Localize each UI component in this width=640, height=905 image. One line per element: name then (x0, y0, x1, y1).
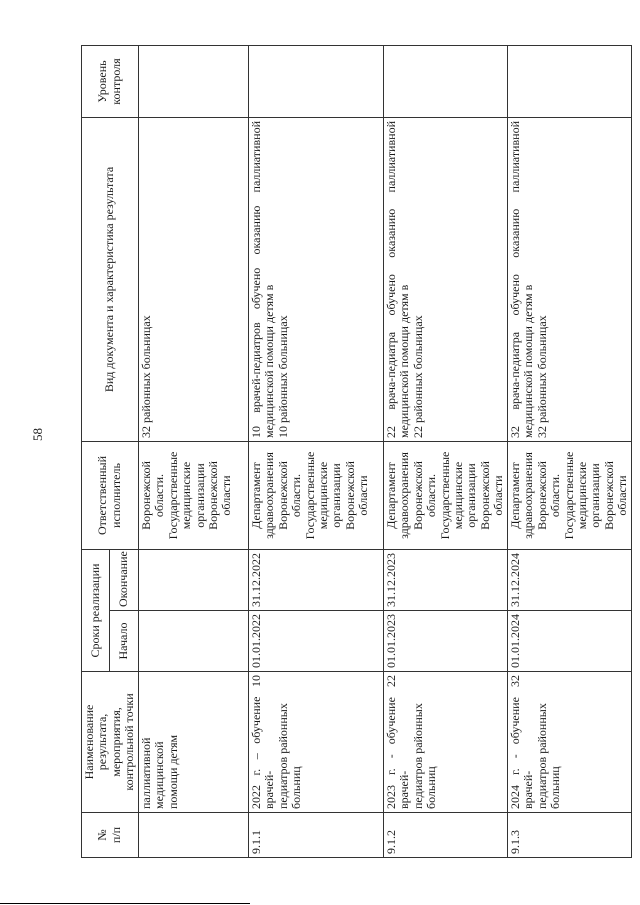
rotated-table-wrapper (81, 46, 630, 858)
row-doc (138, 118, 248, 442)
row-name-line2: помощи детям (165, 734, 180, 809)
row-name (138, 672, 248, 813)
row-control (248, 46, 383, 118)
row-control (507, 46, 631, 118)
header-num: № п/п (82, 813, 139, 858)
row-doc-tail: 32 районных больницах (138, 315, 153, 438)
row-end (138, 550, 248, 611)
row-doc-tail: 22 районных больницах (410, 315, 425, 438)
row-doc-text: 32 врача-педиатра обучено оказанию паллиативной медицинской помощи детям в (507, 121, 536, 438)
table-row (138, 46, 248, 858)
row-start: 01.01.2024 (507, 611, 631, 672)
row-doc (507, 118, 631, 442)
row-doc-tail: 10 районных больницах (275, 315, 290, 438)
row-name-line1: 2024 г. - обучение 32 врачей- (507, 675, 536, 809)
table-row (383, 46, 507, 858)
header-executor: Ответственный исполнитель (82, 442, 139, 550)
row-name-line2: педиатров районных больниц (275, 703, 304, 809)
row-start: 01.01.2022 (248, 611, 383, 672)
row-end: 31.12.2023 (383, 550, 507, 611)
row-end: 31.12.2022 (248, 550, 383, 611)
row-doc (383, 118, 507, 442)
row-doc-text: 22 врача-педиатра обучено оказанию паллиативной медицинской помощи детям в (383, 121, 412, 438)
row-name (383, 672, 507, 813)
header-control: Уровень контроля (82, 46, 139, 118)
row-executor: Воронежской области. Государственные медицинские организации Воронежской области (138, 442, 248, 550)
row-control (383, 46, 507, 118)
row-name-line1: паллиативной медицинской (138, 737, 167, 809)
footer-rule (0, 903, 250, 904)
row-executor: Департамент здравоохранения Воронежской области. Государственные медицинские организации Воронежской области (507, 442, 631, 550)
row-executor: Департамент здравоохранения Воронежской области. Государственные медицинские организации Воронежской области (248, 442, 383, 550)
row-start: 01.01.2023 (383, 611, 507, 672)
row-start (138, 611, 248, 672)
page-number: 58 (30, 428, 45, 441)
row-name-line2: педиатров районных больниц (410, 703, 439, 809)
row-name-line1: 2022 г. – обучение 10 врачей- (248, 675, 277, 809)
row-control (138, 46, 248, 118)
header-start: Начало (110, 611, 138, 672)
header-name: Наименование результата, мероприятия, контрольной точки (82, 672, 139, 813)
row-doc-text: 10 врачей-педиатров обучено оказанию паллиативной медицинской помощи детям в (248, 121, 277, 438)
row-num (138, 813, 248, 858)
row-doc-tail: 32 районных больницах (534, 315, 549, 438)
row-name-line2: педиатров районных больниц (534, 703, 563, 809)
row-name (248, 672, 383, 813)
table-row (507, 46, 631, 858)
header-doc-type: Вид документа и характеристика результата (82, 118, 139, 442)
row-name-line1: 2023 г. - обучение 22 врачей- (383, 675, 412, 809)
row-num: 9.1.3 (507, 813, 631, 858)
header-end: Окончание (110, 550, 138, 611)
row-num: 9.1.2 (383, 813, 507, 858)
row-name (507, 672, 631, 813)
plan-table (81, 45, 632, 858)
table-row (248, 46, 383, 858)
row-end: 31.12.2024 (507, 550, 631, 611)
row-num: 9.1.1 (248, 813, 383, 858)
header-terms: Сроки реализации (82, 550, 110, 672)
row-executor: Департамент здравоохранения Воронежской области. Государственные медицинские организации Воронежской области (383, 442, 507, 550)
row-doc (248, 118, 383, 442)
